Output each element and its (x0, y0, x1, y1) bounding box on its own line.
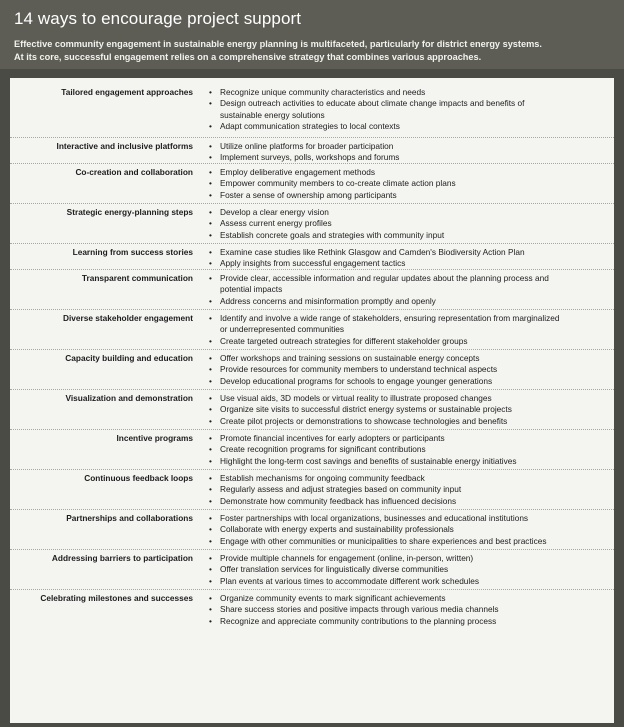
strategy-bullet: • Empower community members to co-create climate action plans (207, 178, 614, 189)
strategy-row (10, 270, 614, 310)
intro-text (14, 38, 612, 64)
strategy-label: Transparent communication (81, 273, 193, 283)
strategy-label: Celebrating milestones and successes (40, 593, 193, 603)
strategy-bullet-list (207, 473, 614, 509)
strategy-bullet: • Plan events at various times to accommodate different work schedules (207, 576, 614, 587)
strategy-bullet: • Develop a clear energy vision (207, 207, 614, 218)
strategy-bullet: • Implement surveys, polls, workshops and forums (207, 152, 614, 163)
strategy-bullet-list (207, 247, 614, 269)
intro-line: At its core, successful engagement relies on a comprehensive strategy that combines various approaches. (14, 52, 482, 62)
strategy-bullet: • Collaborate with energy experts and sustainability professionals (207, 524, 614, 535)
strategy-bullet: • Create targeted outreach strategies for different stakeholder groups (207, 336, 614, 347)
strategy-bullet: • Adapt communication strategies to local contexts (207, 121, 614, 132)
strategy-row (10, 84, 614, 138)
strategy-bullet: sustainable energy solutions (220, 109, 325, 120)
strategy-label: Partnerships and collaborations (66, 513, 193, 523)
strategy-bullet: • Organize community events to mark significant achievements (207, 593, 614, 604)
strategy-label: Visualization and demonstration (65, 393, 193, 403)
strategy-bullet: • Assess current energy profiles (207, 218, 614, 229)
strategy-bullet: or underrepresented communities (220, 324, 345, 335)
strategy-bullet: • Create recognition programs for significant contributions (207, 444, 614, 455)
strategy-bullet: • Demonstrate how community feedback has influenced decisions (207, 496, 614, 507)
strategy-bullet: • Organize site visits to successful district energy systems or sustainable projects (207, 404, 614, 415)
strategy-bullet: • Provide clear, accessible information and regular updates about the planning process and (207, 273, 614, 284)
strategy-bullet: • Apply insights from successful engagement tactics (207, 258, 614, 269)
strategy-bullet: • Design outreach activities to educate about climate change impacts and benefits of (207, 98, 614, 109)
strategy-label: Diverse stakeholder engagement (62, 313, 193, 323)
strategy-row (10, 138, 614, 164)
strategy-bullet: • Establish concrete goals and strategies with community input (207, 230, 614, 241)
strategy-bullet: potential impacts (220, 284, 283, 295)
strategy-row (10, 164, 614, 204)
strategy-bullet: • Engage with other communities or municipalities to share experiences and best practices (207, 536, 614, 547)
page-title: 14 ways to encourage project support (14, 9, 302, 28)
strategy-row (10, 590, 614, 630)
strategy-row (10, 510, 614, 550)
strategy-label: Capacity building and education (65, 353, 193, 363)
strategy-bullet: • Recognize unique community characteristics and needs (207, 87, 614, 98)
intro-line: Effective community engagement in sustainable energy planning is multifaceted, particularly for district energy systems. (14, 39, 542, 49)
strategy-label: Strategic energy-planning steps (66, 207, 193, 217)
strategy-label: Continuous feedback loops (84, 473, 193, 483)
strategy-bullet-list (207, 207, 614, 243)
strategy-bullet-list (207, 433, 614, 469)
strategy-bullet-list (207, 353, 614, 389)
strategy-bullet: • Provide multiple channels for engagement (online, in-person, written) (207, 553, 614, 564)
strategy-bullet: • Offer translation services for linguistically diverse communities (207, 564, 614, 575)
strategy-bullet: • Create pilot projects or demonstrations to showcase technologies and benefits (207, 416, 614, 427)
strategy-table (10, 78, 614, 723)
strategy-bullet: • Regularly assess and adjust strategies based on community input (207, 484, 614, 495)
strategy-bullet: • Foster partnerships with local organizations, businesses and educational institutions (207, 513, 614, 524)
strategy-label: Co-creation and collaboration (75, 167, 193, 177)
strategy-bullet: • Examine case studies like Rethink Glasgow and Camden's Biodiversity Action Plan (207, 247, 614, 258)
strategy-bullet: • Recognize and appreciate community contributions to the planning process (207, 616, 614, 627)
strategy-bullet: • Highlight the long-term cost savings and benefits of sustainable energy initiatives (207, 456, 614, 467)
strategy-row (10, 550, 614, 590)
strategy-bullet: • Identify and involve a wide range of stakeholders, ensuring representation from marginalized (207, 313, 614, 324)
strategy-row (10, 204, 614, 244)
strategy-bullet: • Employ deliberative engagement methods (207, 167, 614, 178)
strategy-bullet: • Share success stories and positive impacts through various media channels (207, 604, 614, 615)
strategy-label: Interactive and inclusive platforms (56, 141, 193, 151)
strategy-bullet-list (207, 273, 614, 309)
strategy-label: Tailored engagement approaches (61, 87, 193, 97)
strategy-bullet: • Foster a sense of ownership among participants (207, 190, 614, 201)
strategy-bullet: • Promote financial incentives for early adopters or participants (207, 433, 614, 444)
strategy-label: Learning from success stories (72, 247, 193, 257)
strategy-row (10, 244, 614, 270)
strategy-row (10, 310, 614, 350)
strategy-bullet-list (207, 553, 614, 589)
strategy-label: Incentive programs (116, 433, 193, 443)
strategy-bullet-list (207, 393, 614, 429)
strategy-label: Addressing barriers to participation (51, 553, 193, 563)
strategy-bullet: • Address concerns and misinformation promptly and openly (207, 296, 614, 307)
strategy-bullet: • Provide resources for community members to understand technical aspects (207, 364, 614, 375)
strategy-bullet: • Utilize online platforms for broader participation (207, 141, 614, 152)
strategy-row (10, 430, 614, 470)
strategy-bullet-list (207, 87, 614, 137)
strategy-bullet: • Develop educational programs for schools to engage younger generations (207, 376, 614, 387)
header-band (0, 0, 624, 69)
strategy-row (10, 470, 614, 510)
strategy-bullet: • Offer workshops and training sessions on sustainable energy concepts (207, 353, 614, 364)
strategy-bullet: • Use visual aids, 3D models or virtual reality to illustrate proposed changes (207, 393, 614, 404)
strategy-bullet-list (207, 141, 614, 163)
strategy-bullet: • Establish mechanisms for ongoing community feedback (207, 473, 614, 484)
strategy-bullet-list (207, 313, 614, 349)
strategy-bullet-list (207, 593, 614, 630)
strategy-row (10, 350, 614, 390)
strategy-bullet-list (207, 167, 614, 203)
strategy-bullet-list (207, 513, 614, 549)
strategy-row (10, 390, 614, 430)
